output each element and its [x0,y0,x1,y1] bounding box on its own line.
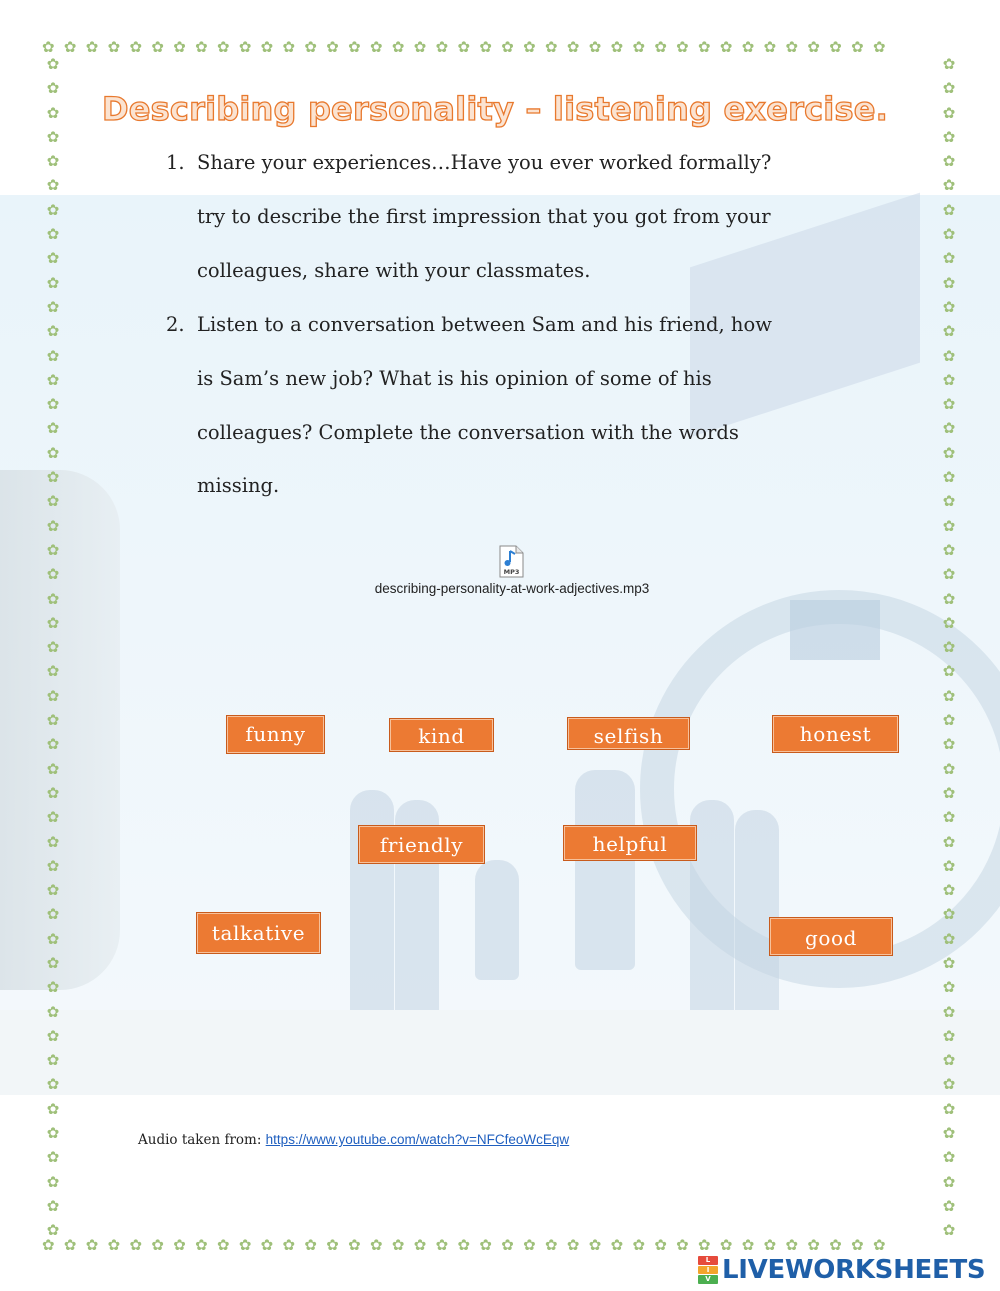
credit-link[interactable]: https://www.youtube.com/watch?v=NFCfeoWcEqw [265,1132,570,1147]
logo-mark [698,1256,718,1284]
liveworksheets-logo [698,1255,985,1285]
background-shape [790,600,880,660]
page-title: Describing personality – listening exercise. [102,90,888,128]
background-person [575,770,635,970]
word-chip-kind[interactable]: kind [389,718,494,752]
question-number: 1. [166,151,185,174]
word-chip-honest[interactable]: honest [772,715,899,753]
question-line: is Sam’s new job? What is his opinion of some of his [197,367,712,390]
flower-border-left: ✿✿✿✿✿✿✿✿✿✿✿✿✿✿✿✿✿✿✿✿✿✿✿✿✿✿✿✿✿✿✿✿✿✿✿✿✿✿✿✿✿✿✿✿✿✿✿✿✿ [46,55,60,1240]
question-line: try to describe the first impression that you got from your [197,205,771,228]
question-line: missing. [197,474,280,497]
word-chip-friendly[interactable]: friendly [358,825,485,864]
flower-border-bottom: ✿✿✿✿✿✿✿✿✿✿✿✿✿✿✿✿✿✿✿✿✿✿✿✿✿✿✿✿✿✿✿✿✿✿✿✿✿✿✿ [42,1238,895,1254]
question-line: Share your experiences…Have you ever worked formally? [197,151,772,174]
audio-credit [138,1132,569,1148]
question-line: Listen to a conversation between Sam and his friend, how [197,313,772,336]
credit-label: Audio taken from: [138,1132,266,1148]
flower-border-top: ✿✿✿✿✿✿✿✿✿✿✿✿✿✿✿✿✿✿✿✿✿✿✿✿✿✿✿✿✿✿✿✿✿✿✿✿✿✿✿ [42,40,895,56]
word-chip-helpful[interactable]: helpful [563,825,697,861]
mp3-icon-label: MP3 [503,568,520,576]
background-person [475,860,519,980]
word-chip-talkative[interactable]: talkative [196,912,321,954]
logo-letter: V [698,1275,718,1284]
question-line: colleagues, share with your classmates. [197,259,591,282]
flower-border-right: ✿✿✿✿✿✿✿✿✿✿✿✿✿✿✿✿✿✿✿✿✿✿✿✿✿✿✿✿✿✿✿✿✿✿✿✿✿✿✿✿✿✿✿✿✿✿✿✿✿ [942,55,956,1240]
word-chip-good[interactable]: good [769,917,893,956]
question-number: 2. [166,313,185,336]
word-chip-selfish[interactable]: selfish [567,717,690,750]
logo-letter: I [698,1266,718,1275]
question-line: colleagues? Complete the conversation with the words [197,421,739,444]
word-chip-funny[interactable]: funny [226,715,325,754]
background-floor [0,1010,1000,1095]
logo-letter: L [698,1256,718,1265]
logo-text: LIVEWORKSHEETS [722,1255,986,1285]
audio-filename[interactable]: describing-personality-at-work-adjectives.mp3 [374,581,650,596]
mp3-file-icon[interactable] [496,545,526,578]
